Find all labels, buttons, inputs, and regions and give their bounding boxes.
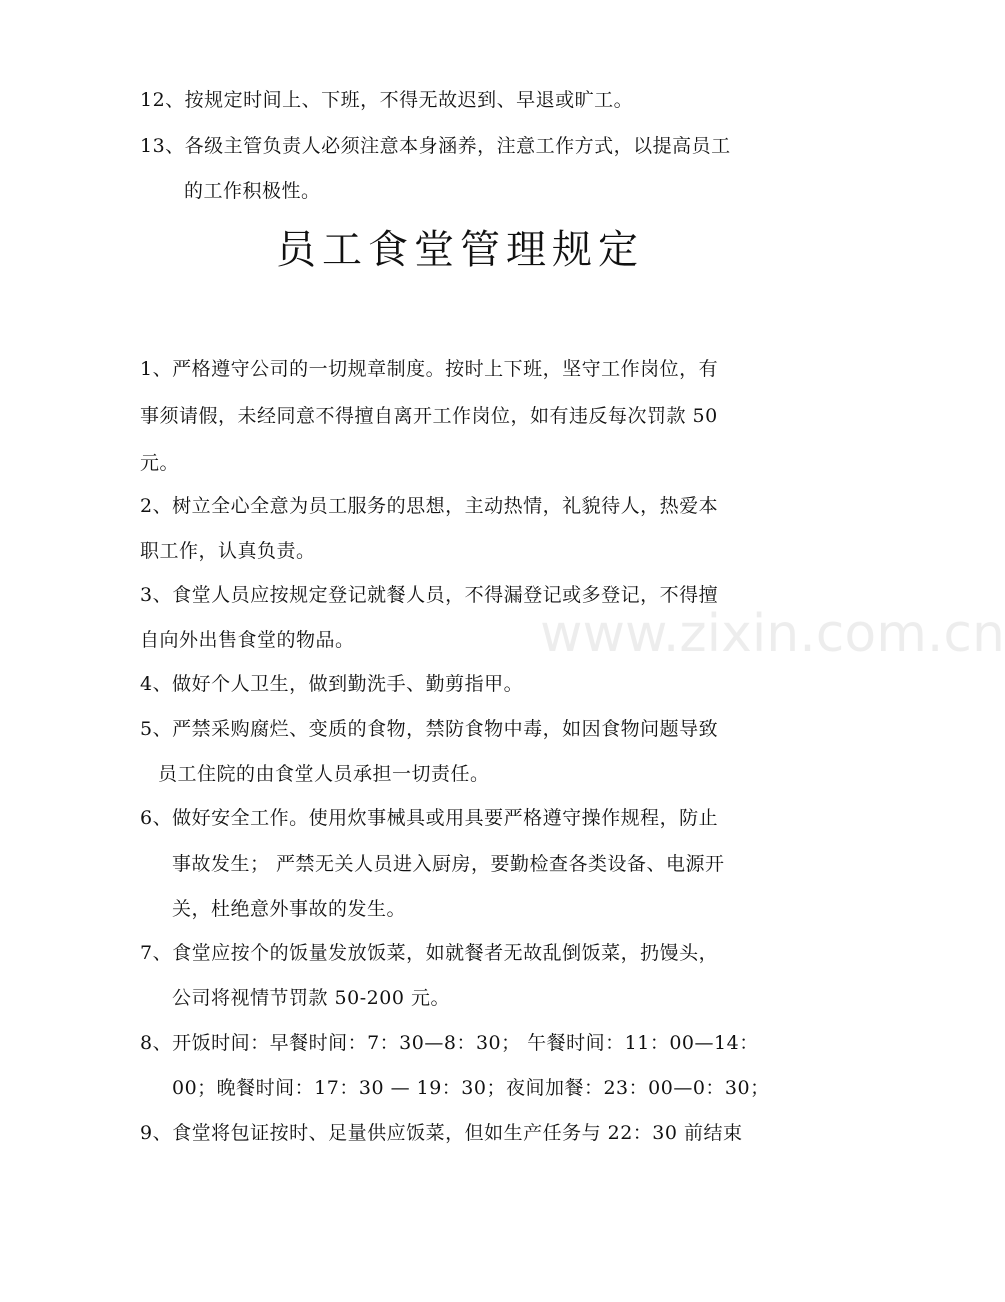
rule-line: 元。 bbox=[140, 452, 180, 474]
rule-line: 4、做好个人卫生，做到勤洗手、勤剪指甲。 bbox=[140, 673, 524, 695]
intro-line-13: 13、各级主管负责人必须注意本身涵养，注意工作方式，以提高员工 bbox=[140, 135, 731, 157]
rule-line: 7、食堂应按个的饭量发放饭菜，如就餐者无故乱倒饭菜，扔馒头， bbox=[140, 942, 719, 964]
rule-line: 3、食堂人员应按规定登记就餐人员，不得漏登记或多登记，不得擅 bbox=[140, 584, 719, 606]
rule-line: 事须请假，未经同意不得擅自离开工作岗位，如有违反每次罚款 50 bbox=[140, 405, 718, 427]
intro-line-13-cont: 的工作积极性。 bbox=[184, 180, 321, 202]
rule-line: 6、做好安全工作。使用炊事械具或用具要严格遵守操作规程，防止 bbox=[140, 807, 719, 829]
rule-line: 自向外出售食堂的物品。 bbox=[140, 629, 355, 651]
rule-line: 关，杜绝意外事故的发生。 bbox=[172, 898, 407, 920]
rule-line: 职工作，认真负责。 bbox=[140, 540, 316, 562]
intro-line-12: 12、按规定时间上、下班，不得无故迟到、早退或旷工。 bbox=[140, 89, 634, 111]
rule-line: 5、严禁采购腐烂、变质的食物，禁防食物中毒，如因食物问题导致 bbox=[140, 718, 719, 740]
rule-line: 8、开饭时间：早餐时间：7：30—8：30； 午餐时间：11：00—14： bbox=[140, 1032, 759, 1054]
watermark: www.zixin.com.cn bbox=[540, 604, 1005, 664]
rule-line: 1、严格遵守公司的一切规章制度。按时上下班，坚守工作岗位，有 bbox=[140, 358, 719, 380]
rule-line: 员工住院的由食堂人员承担一切责任。 bbox=[158, 763, 490, 785]
rule-line: 公司将视情节罚款 50-200 元。 bbox=[172, 987, 450, 1009]
rule-line: 事故发生； 严禁无关人员进入厨房，要勤检查各类设备、电源开 bbox=[172, 853, 725, 875]
rule-line: 9、食堂将包证按时、足量供应饭菜，但如生产任务与 22：30 前结束 bbox=[140, 1122, 743, 1144]
rule-line: 00；晚餐时间：17：30 — 19：30；夜间加餐：23：00—0：30； bbox=[172, 1077, 770, 1099]
document-title: 员工食堂管理规定 bbox=[276, 227, 644, 273]
rule-line: 2、树立全心全意为员工服务的思想，主动热情，礼貌待人，热爱本 bbox=[140, 495, 719, 517]
